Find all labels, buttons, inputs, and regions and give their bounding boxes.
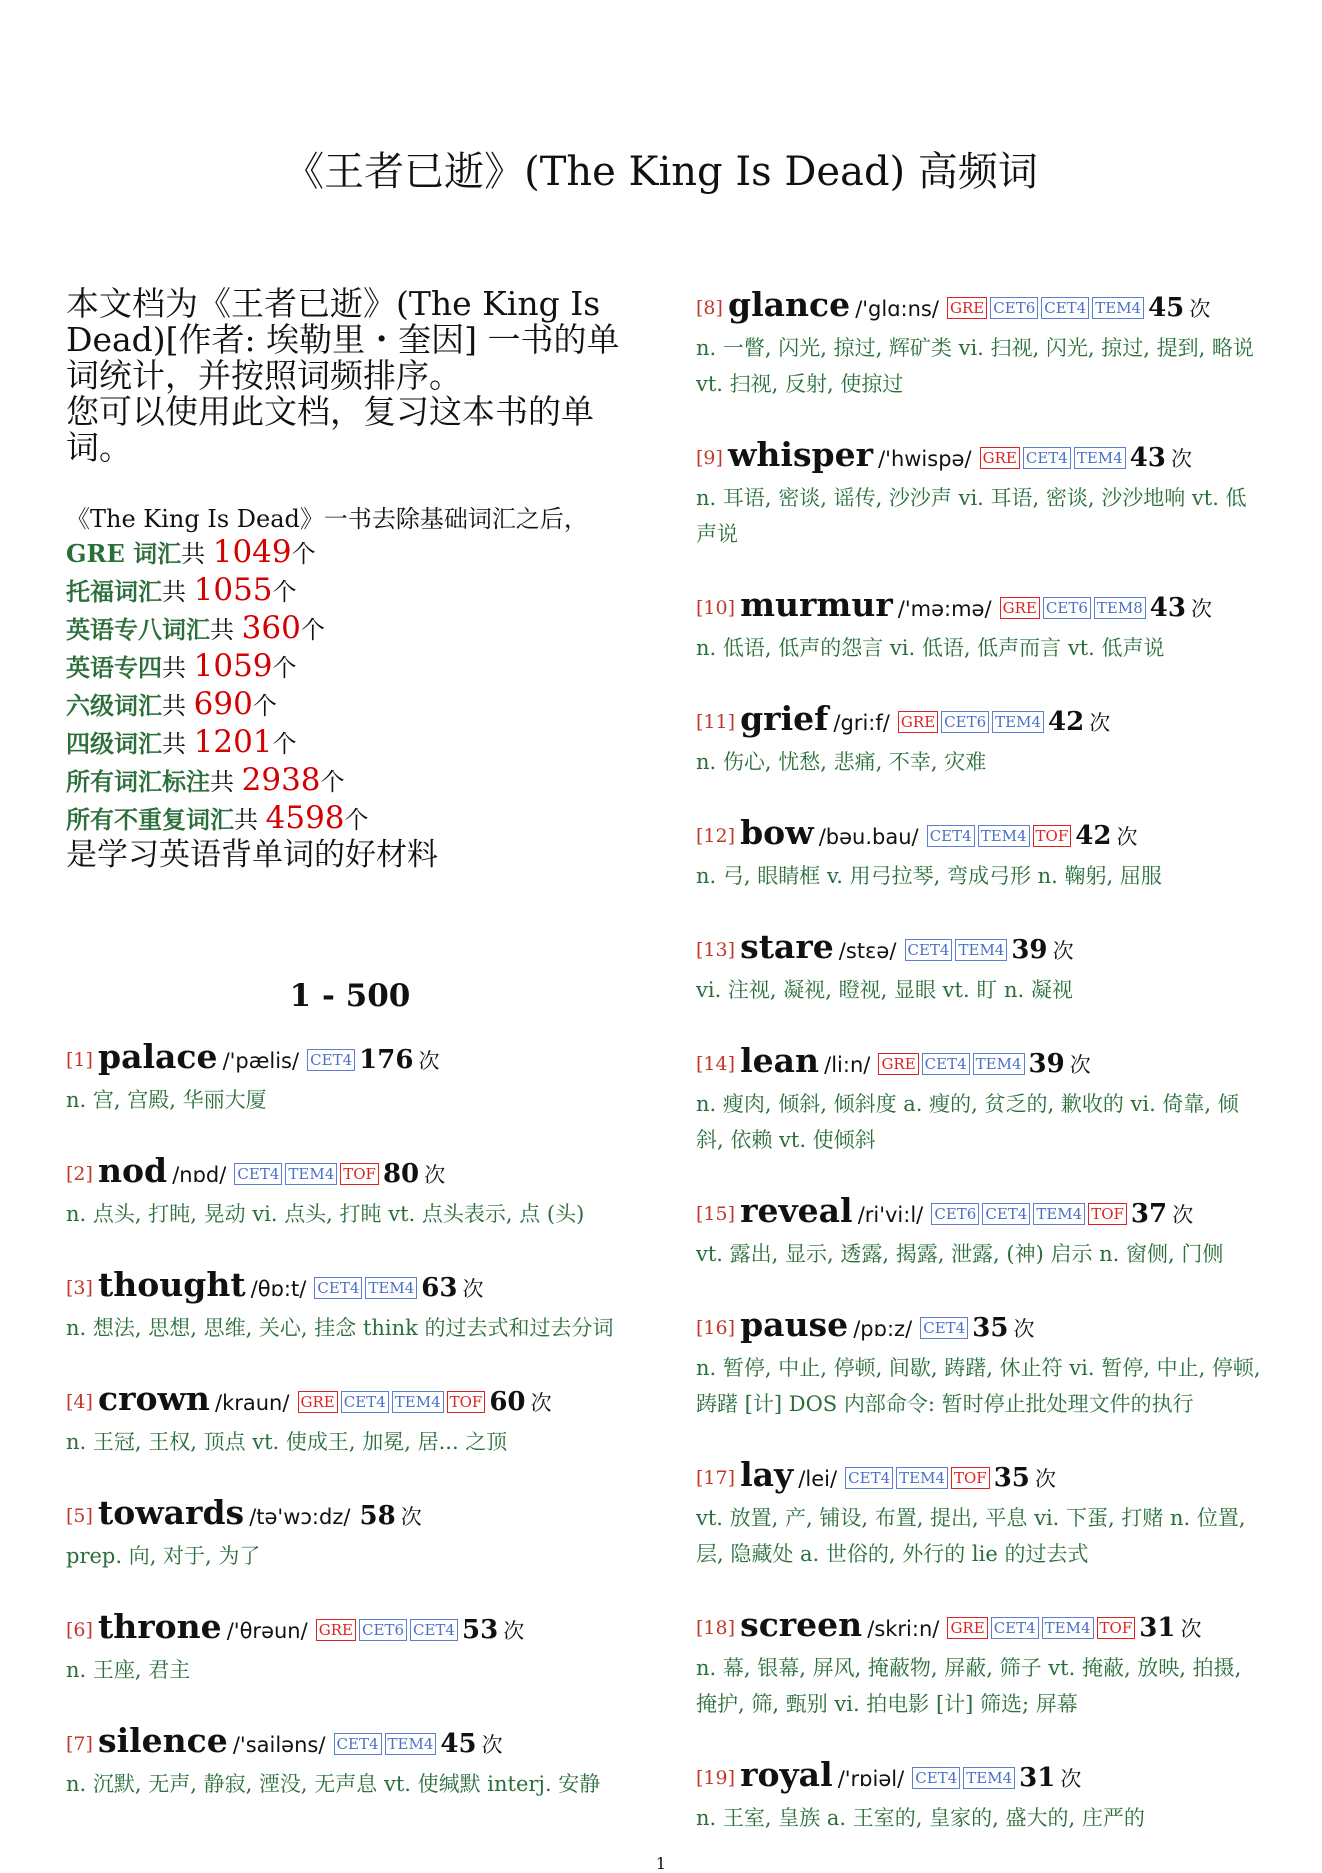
entry-definition: n. 王冠, 王权, 顶点 vt. 使成王, 加冕, 居... 之顶 <box>66 1430 508 1454</box>
exam-tag: TEM4 <box>1033 1203 1085 1225</box>
vocab-entry <box>696 1306 1266 1422</box>
entry-definition: n. 王室, 皇族 a. 王室的, 皇家的, 盛大的, 庄严的 <box>696 1806 1145 1830</box>
entry-definition: n. 王座, 君主 <box>66 1658 191 1682</box>
stat-tagged <box>66 762 634 800</box>
entry-word: whisper <box>728 435 873 474</box>
exam-tag: TEM4 <box>896 1467 948 1489</box>
entry-definition: n. 一瞥, 闪光, 掠过, 辉矿类 vi. 扫视, 闪光, 掠过, 提到, 略说 vt. 扫视, 反射, 使掠过 <box>696 336 1254 396</box>
exam-tag: TEM4 <box>978 825 1030 847</box>
vocab-entry <box>696 1192 1266 1272</box>
count-unit: 次 <box>1013 1317 1035 1341</box>
count-unit: 次 <box>1089 711 1111 735</box>
exam-tag: CET4 <box>1041 297 1089 319</box>
entry-word: throne <box>98 1607 222 1646</box>
vocab-entry <box>66 1722 634 1802</box>
entry-word: stare <box>740 927 834 966</box>
entry-index: [12] <box>696 825 736 847</box>
exam-tag: TEM4 <box>992 711 1044 733</box>
entry-count: 45 <box>440 1729 477 1759</box>
entry-index: [5] <box>66 1505 93 1527</box>
vocab-entry <box>696 1456 1266 1572</box>
entry-index: [4] <box>66 1391 93 1413</box>
exam-tag: CET4 <box>912 1767 960 1789</box>
exam-tag: GRE <box>947 1617 987 1639</box>
entry-phonetic: /'hwispə/ <box>878 447 972 471</box>
count-unit: 次 <box>418 1049 440 1073</box>
entry-word: lean <box>740 1041 820 1080</box>
stat-post: 个 <box>320 768 345 796</box>
stat-pre: 共 <box>234 806 258 834</box>
entry-headline <box>696 1192 1266 1236</box>
vocab-entry <box>696 586 1266 666</box>
entry-word: nod <box>98 1151 168 1190</box>
entry-definition: n. 耳语, 密谈, 谣传, 沙沙声 vi. 耳语, 密谈, 沙沙地响 vt. 低声说 <box>696 486 1247 546</box>
exam-tag: CET4 <box>234 1163 282 1185</box>
entry-count: 176 <box>359 1045 414 1075</box>
exam-tag: TEM4 <box>1042 1617 1094 1639</box>
entry-word: glance <box>728 285 851 324</box>
vocab-entry <box>696 1756 1266 1836</box>
entry-count: 43 <box>1129 443 1166 473</box>
entry-index: [7] <box>66 1733 93 1755</box>
exam-tag: CET4 <box>314 1277 362 1299</box>
exam-tag: CET4 <box>410 1619 458 1641</box>
count-unit: 次 <box>400 1505 422 1529</box>
exam-tag: CET4 <box>845 1467 893 1489</box>
entry-phonetic: /'rɒiəl/ <box>837 1767 905 1791</box>
stat-tem8 <box>66 610 634 648</box>
entry-word: crown <box>98 1379 210 1418</box>
exam-tag: GRE <box>947 297 987 319</box>
count-unit: 次 <box>424 1163 446 1187</box>
entry-count: 80 <box>382 1159 420 1189</box>
entry-headline <box>696 1042 1266 1086</box>
stat-post: 个 <box>252 692 277 720</box>
exam-tag: CET6 <box>1043 597 1091 619</box>
exam-tag: TOF <box>951 1467 990 1489</box>
entry-word: bow <box>740 813 814 852</box>
entry-phonetic: /'θrəun/ <box>226 1619 308 1643</box>
entry-count: 31 <box>1139 1613 1176 1643</box>
entry-definition: n. 宫, 宫殿, 华丽大厦 <box>66 1088 267 1112</box>
stat-gre <box>66 534 634 572</box>
exam-tag: TEM8 <box>1094 597 1146 619</box>
exam-tag: TOF <box>447 1391 486 1413</box>
stat-cet4 <box>66 724 634 762</box>
entry-count: 43 <box>1149 593 1186 623</box>
stat-post: 个 <box>344 806 369 834</box>
stat-number: 1059 <box>193 648 273 684</box>
entry-count: 53 <box>461 1615 499 1645</box>
stat-number: 1055 <box>193 572 273 608</box>
entry-list-right <box>696 286 1266 1836</box>
count-unit: 次 <box>530 1391 552 1415</box>
exam-tag: TEM4 <box>365 1277 417 1299</box>
exam-tag: CET4 <box>905 939 953 961</box>
stat-post: 个 <box>272 730 297 758</box>
intro-line: 词。 <box>66 428 132 467</box>
entry-word: thought <box>98 1265 246 1304</box>
intro-line: 词统计，并按照词频排序。 <box>66 356 462 395</box>
stat-number: 4598 <box>265 800 345 836</box>
intro-paragraph <box>66 286 634 466</box>
stat-pre: 共 <box>181 540 206 568</box>
vocab-entry <box>66 1608 634 1688</box>
entry-phonetic: /nɒd/ <box>172 1163 227 1187</box>
vocab-entry <box>66 1038 634 1118</box>
exam-tag: CET4 <box>920 1317 968 1339</box>
entry-phonetic: /skri:n/ <box>867 1617 940 1641</box>
entry-count: 42 <box>1075 821 1112 851</box>
count-unit: 次 <box>1170 447 1192 471</box>
entry-headline <box>696 700 1266 744</box>
entry-index: [9] <box>696 447 723 469</box>
count-unit: 次 <box>1060 1767 1082 1791</box>
exam-tag: CET4 <box>334 1733 382 1755</box>
entry-word: palace <box>98 1037 218 1076</box>
entry-headline <box>66 1152 634 1196</box>
exam-tag: GRE <box>298 1391 338 1413</box>
entry-definition: n. 伤心, 忧愁, 悲痛, 不幸, 灾难 <box>696 750 987 774</box>
entry-phonetic: /bəu.bau/ <box>818 825 919 849</box>
entry-index: [11] <box>696 711 736 733</box>
stat-post: 个 <box>291 540 316 568</box>
entry-definition: vt. 露出, 显示, 透露, 揭露, 泄露, (神) 启示 n. 窗侧, 门侧 <box>696 1242 1224 1266</box>
entry-count: 60 <box>489 1387 526 1417</box>
entry-definition: vt. 放置, 产, 铺设, 布置, 提出, 平息 vi. 下蛋, 打赌 n. 位置, 层, 隐藏处 a. 世俗的, 外行的 lie 的过去式 <box>696 1506 1246 1566</box>
entry-count: 58 <box>359 1501 396 1531</box>
stat-post: 个 <box>300 616 325 644</box>
entry-word: reveal <box>740 1191 853 1230</box>
exam-tag: GRE <box>878 1053 918 1075</box>
exam-tag: CET6 <box>359 1619 407 1641</box>
stat-number: 1049 <box>212 534 292 570</box>
entry-headline <box>66 1380 634 1424</box>
entry-definition: n. 沉默, 无声, 静寂, 湮没, 无声息 vt. 使缄默 interj. 安静 <box>66 1772 601 1796</box>
entry-word: grief <box>740 699 829 738</box>
count-unit: 次 <box>462 1277 484 1301</box>
entry-word: royal <box>740 1755 833 1794</box>
exam-tag: TEM4 <box>973 1053 1025 1075</box>
entry-count: 42 <box>1048 707 1085 737</box>
exam-tag: TEM4 <box>955 939 1007 961</box>
intro-line: 您可以使用此文档，复习这本书的单 <box>66 392 594 431</box>
exam-tag: CET4 <box>991 1617 1039 1639</box>
entry-definition: n. 瘦肉, 倾斜, 倾斜度 a. 瘦的, 贫乏的, 歉收的 vi. 倚靠, 倾斜, 依赖 vt. 使倾斜 <box>696 1092 1239 1152</box>
exam-tag: TEM4 <box>1092 297 1144 319</box>
entry-word: murmur <box>740 585 893 624</box>
entry-index: [3] <box>66 1277 93 1299</box>
exam-tag: TEM4 <box>1074 447 1126 469</box>
entry-word: towards <box>98 1493 245 1532</box>
exam-tag: GRE <box>980 447 1020 469</box>
entry-word: lay <box>740 1455 794 1494</box>
entry-headline <box>696 1456 1266 1500</box>
exam-tag: CET4 <box>307 1049 355 1071</box>
stats-list <box>66 534 634 838</box>
entry-index: [18] <box>696 1617 736 1639</box>
exam-tag: TOF <box>1088 1203 1127 1225</box>
exam-tag: TEM4 <box>385 1733 437 1755</box>
stat-tem4 <box>66 648 634 686</box>
entry-phonetic: /ri'vi:l/ <box>857 1203 924 1227</box>
count-unit: 次 <box>1052 939 1074 963</box>
exam-tag: CET6 <box>931 1203 979 1225</box>
entry-headline <box>66 1608 634 1652</box>
page-title: 《王者已逝》(The King Is Dead) 高频词 <box>284 149 1038 195</box>
stat-label: 六级词汇 <box>66 691 162 720</box>
entry-phonetic: /lei/ <box>798 1467 838 1491</box>
stat-pre: 共 <box>162 730 186 758</box>
count-unit: 次 <box>481 1733 503 1757</box>
stat-number: 690 <box>193 686 253 722</box>
stat-number: 2938 <box>241 762 321 798</box>
stat-number: 1201 <box>193 724 273 760</box>
count-unit: 次 <box>1034 1467 1056 1491</box>
page-number: 1 <box>655 1854 667 1873</box>
entry-headline <box>696 1606 1266 1650</box>
entry-headline <box>696 436 1266 480</box>
stat-pre: 共 <box>210 616 234 644</box>
vocab-entry <box>696 928 1266 1008</box>
stat-label: 所有不重复词汇 <box>66 805 234 834</box>
entry-definition: n. 弓, 眼睛框 v. 用弓拉琴, 弯成弓形 n. 鞠躬, 屈服 <box>696 864 1162 888</box>
entry-headline <box>66 1038 634 1082</box>
count-unit: 次 <box>1191 597 1213 621</box>
stat-label: 英语专八词汇 <box>66 615 210 644</box>
entry-headline <box>696 928 1266 972</box>
entry-definition: vi. 注视, 凝视, 瞪视, 显眼 vt. 盯 n. 凝视 <box>696 978 1073 1002</box>
vocab-entry <box>696 814 1266 894</box>
stat-pre: 共 <box>162 692 186 720</box>
entry-phonetic: /θɒ:t/ <box>250 1277 307 1301</box>
intro-line: Dead)[作者: 埃勒里・奎因] 一书的单 <box>66 320 620 359</box>
stat-label: GRE 词汇 <box>66 539 182 568</box>
entry-phonetic: /'mə:mə/ <box>897 597 992 621</box>
exam-tag: TOF <box>1097 1617 1136 1639</box>
stats-intro: 《The King Is Dead》一书去除基础词汇之后， <box>66 505 588 533</box>
entry-headline <box>696 286 1266 330</box>
entry-index: [19] <box>696 1767 736 1789</box>
entry-count: 37 <box>1130 1199 1168 1229</box>
right-column <box>696 286 1266 1870</box>
entry-phonetic: /tə'wɔ:dz/ <box>249 1505 351 1529</box>
range-heading: 1 - 500 <box>289 978 411 1014</box>
exam-tag: TEM4 <box>285 1163 337 1185</box>
count-unit: 次 <box>503 1619 525 1643</box>
stat-post: 个 <box>272 654 297 682</box>
count-unit: 次 <box>1069 1053 1091 1077</box>
entry-definition: n. 点头, 打盹, 晃动 vi. 点头, 打盹 vt. 点头表示, 点 (头) <box>66 1202 585 1226</box>
exam-tag: CET6 <box>990 297 1038 319</box>
exam-tag: TOF <box>1033 825 1072 847</box>
closing-line: 是学习英语背单词的好材料 <box>66 837 438 873</box>
left-column <box>66 286 634 1836</box>
entry-word: silence <box>98 1721 228 1760</box>
stat-toefl <box>66 572 634 610</box>
entry-headline <box>66 1722 634 1766</box>
entry-index: [13] <box>696 939 736 961</box>
stat-pre: 共 <box>162 654 186 682</box>
exam-tag: GRE <box>898 711 938 733</box>
intro-line: 本文档为《王者已逝》(The King Is <box>66 284 601 323</box>
exam-tag: GRE <box>316 1619 356 1641</box>
vocab-entry <box>66 1380 634 1460</box>
entry-phonetic: /'sailəns/ <box>232 1733 326 1757</box>
stat-label: 所有词汇标注 <box>66 767 210 796</box>
vocab-entry <box>696 436 1266 552</box>
entry-definition: n. 暂停, 中止, 停顿, 间歇, 踌躇, 休止符 vi. 暂停, 中止, 停顿, 踌躇 [计] DOS 内部命令: 暂时停止批处理文件的执行 <box>696 1356 1261 1416</box>
entry-headline <box>66 1494 634 1538</box>
entry-phonetic: /'glɑ:ns/ <box>855 297 939 321</box>
entry-index: [16] <box>696 1317 736 1339</box>
entry-index: [1] <box>66 1049 93 1071</box>
stat-label: 托福词汇 <box>66 577 162 606</box>
entry-word: pause <box>740 1305 849 1344</box>
exam-tag: CET4 <box>927 825 975 847</box>
entry-count: 45 <box>1148 293 1185 323</box>
entry-count: 39 <box>1028 1049 1065 1079</box>
entry-phonetic: /pɒ:z/ <box>853 1317 913 1341</box>
entry-count: 35 <box>972 1313 1009 1343</box>
entry-headline <box>66 1266 634 1310</box>
vocab-entry <box>66 1494 634 1574</box>
entry-phonetic: /gri:f/ <box>833 711 890 735</box>
stat-post: 个 <box>272 578 297 606</box>
entry-index: [14] <box>696 1053 736 1075</box>
entry-count: 39 <box>1011 935 1048 965</box>
entry-list-left <box>66 1038 634 1802</box>
exam-tag: CET4 <box>341 1391 389 1413</box>
entry-index: [6] <box>66 1619 93 1641</box>
vocab-entry <box>696 286 1266 402</box>
entry-word: screen <box>740 1605 863 1644</box>
entry-definition: n. 想法, 思想, 思维, 关心, 挂念 think 的过去式和过去分词 <box>66 1316 614 1340</box>
stat-cet6 <box>66 686 634 724</box>
stat-unique <box>66 800 634 838</box>
count-unit: 次 <box>1116 825 1138 849</box>
entry-phonetic: /stɛə/ <box>838 939 897 963</box>
exam-tag: TOF <box>340 1163 379 1185</box>
vocab-entry <box>66 1266 634 1346</box>
exam-tag: CET6 <box>941 711 989 733</box>
entry-phonetic: /kraun/ <box>215 1391 290 1415</box>
exam-tag: TEM4 <box>392 1391 444 1413</box>
vocab-entry <box>66 1152 634 1232</box>
stat-number: 360 <box>241 610 301 646</box>
entry-phonetic: /li:n/ <box>824 1053 871 1077</box>
entry-headline <box>696 1306 1266 1350</box>
exam-tag: CET4 <box>1023 447 1071 469</box>
entry-count: 63 <box>421 1273 458 1303</box>
vocab-entry <box>696 700 1266 780</box>
exam-tag: TEM4 <box>963 1767 1015 1789</box>
exam-tag: GRE <box>1000 597 1040 619</box>
entry-index: [8] <box>696 297 723 319</box>
vocab-entry <box>696 1042 1266 1158</box>
exam-tag: CET4 <box>922 1053 970 1075</box>
entry-index: [10] <box>696 597 736 619</box>
entry-index: [15] <box>696 1203 736 1225</box>
entry-count: 31 <box>1019 1763 1056 1793</box>
entry-phonetic: /'pælis/ <box>222 1049 300 1073</box>
stat-label: 四级词汇 <box>66 729 162 758</box>
count-unit: 次 <box>1189 297 1211 321</box>
stat-pre: 共 <box>210 768 234 796</box>
entry-definition: n. 幕, 银幕, 屏风, 掩蔽物, 屏蔽, 筛子 vt. 掩蔽, 放映, 拍摄, 掩护, 筛, 甄别 vi. 拍电影 [计] 筛选; 屏幕 <box>696 1656 1242 1716</box>
entry-definition: n. 低语, 低声的怨言 vi. 低语, 低声而言 vt. 低声说 <box>696 636 1165 660</box>
stat-label: 英语专四 <box>66 653 162 682</box>
entry-index: [17] <box>696 1467 736 1489</box>
entry-headline <box>696 586 1266 630</box>
entry-headline <box>696 1756 1266 1800</box>
entry-index: [2] <box>66 1163 93 1185</box>
count-unit: 次 <box>1180 1617 1202 1641</box>
exam-tag: CET4 <box>982 1203 1030 1225</box>
count-unit: 次 <box>1172 1203 1194 1227</box>
vocab-entry <box>696 1606 1266 1722</box>
stat-pre: 共 <box>162 578 186 606</box>
entry-definition: prep. 向, 对于, 为了 <box>66 1544 261 1568</box>
entry-headline <box>696 814 1266 858</box>
entry-count: 35 <box>993 1463 1030 1493</box>
